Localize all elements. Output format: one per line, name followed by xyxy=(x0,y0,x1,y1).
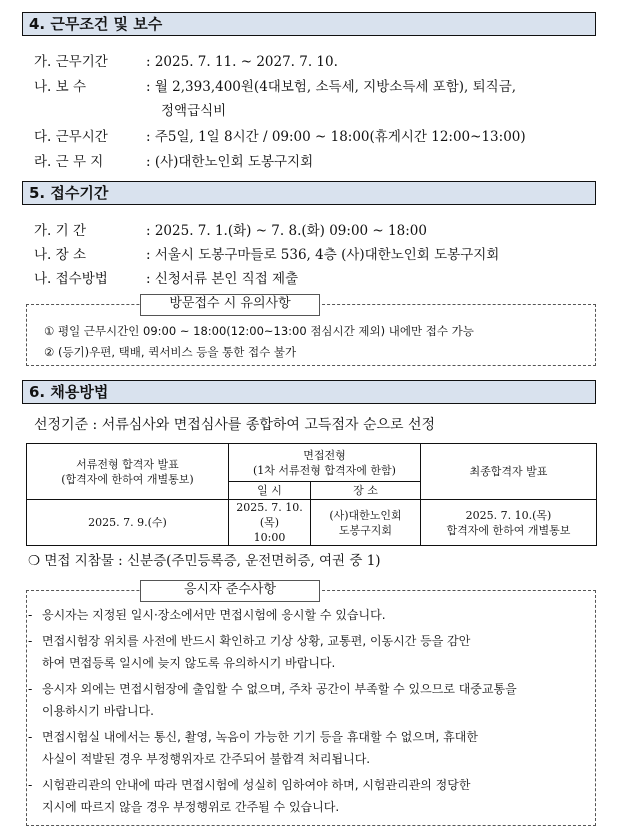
header-line: (1차 서류전형 합격자에 한함) xyxy=(253,463,396,477)
visit-notice-2: ② (등기)우편, 택배, 퀵서비스 등을 통한 접수 불가 xyxy=(44,345,297,359)
row-label: 나. 보 수 xyxy=(34,79,86,95)
row-value: 2025. 7. 1.(화) ~ 7. 8.(화) 09:00 ~ 18:00 xyxy=(154,223,427,239)
row-value: 서울시 도봉구마들로 536, 4층 (사)대한노인회 도봉구지회 xyxy=(154,247,500,263)
selection-criteria: 선정기준 : 서류심사와 면접심사를 종합하여 고득점자 순으로 선정 xyxy=(34,417,436,433)
cell-line: 도봉구지회 xyxy=(338,523,393,537)
header-line: 면접전형 xyxy=(303,448,346,462)
final-result-header: 최종합격자 발표 xyxy=(421,444,597,500)
row-label: 나. 장 소 xyxy=(34,247,86,263)
doc-result-date: 2025. 7. 9.(수) xyxy=(27,500,229,546)
salary-row: 나. 보 수 : 월 2,393,400원(4대보험, 소득세, 지방소득세 포함), 퇴직금, xyxy=(34,75,516,95)
rule-text: 시험관리관의 안내에 따라 면접시험에 성실히 임하여야 하며, 시험관리관의 정당한 xyxy=(42,778,471,792)
rule-text: 면접시험장 위치를 사전에 반드시 확인하고 기상 상황, 교통편, 이동시간 등을 감안 xyxy=(42,634,471,648)
row-label: 라. 근 무 지 xyxy=(34,154,104,170)
cell-line: 2025. 7. 10.(목) xyxy=(465,508,552,522)
rule-text: 응시자는 지정된 일시·장소에서만 면접시험에 응시할 수 있습니다. xyxy=(42,608,386,622)
header-line: 서류전형 합격자 발표 xyxy=(76,457,179,471)
rule-2-cont: 하여 면접등록 일시에 늦지 않도록 유의하시기 바랍니다. xyxy=(42,656,336,670)
rule-5-cont: 지시에 따르지 않을 경우 부정행위로 간주될 수 있습니다. xyxy=(42,800,340,814)
section6-title: 6. 채용방법 xyxy=(22,380,596,404)
cell-line: 합격자에 한하여 개별통보 xyxy=(446,523,571,537)
rule-1: - 응시자는 지정된 일시·장소에서만 면접시험에 응시할 수 있습니다. xyxy=(28,608,386,622)
row-label: 다. 근무시간 xyxy=(34,129,108,145)
row-value: (사)대한노인회 도봉구지회 xyxy=(154,154,314,170)
rule-4: - 면접시험실 내에서는 통신, 촬영, 녹음이 가능한 기기 등을 휴대할 수 없으며, 휴대한 xyxy=(28,730,478,744)
row-label: 가. 기 간 xyxy=(34,223,86,239)
row-label: 나. 접수방법 xyxy=(34,271,108,287)
visit-notice-1: ① 평일 근무시간인 09:00 ~ 18:00(12:00~13:00 점심시간 제외) 내에만 접수 가능 xyxy=(44,324,474,338)
row-value: 신청서류 본인 직접 제출 xyxy=(154,271,299,287)
section5-title: 5. 접수기간 xyxy=(22,181,596,205)
receipt-method-row: 나. 접수방법 : 신청서류 본인 직접 제출 xyxy=(34,267,298,287)
header-line: (합격자에 한하여 개별통보) xyxy=(61,472,194,486)
work-period-row: 가. 근무기간 : 2025. 7. 11. ~ 2027. 7. 10. xyxy=(34,50,338,70)
doc-result-header xyxy=(27,444,229,500)
interview-date-header: 일 시 xyxy=(229,482,311,500)
receipt-period-row: 가. 기 간 : 2025. 7. 1.(화) ~ 7. 8.(화) 09:00 ~ 18:00 xyxy=(34,219,427,239)
cell-line: 2025. 7. 10.(목) xyxy=(236,501,303,529)
interview-date xyxy=(229,500,311,546)
work-hours-row: 다. 근무시간 : 주5일, 1일 8시간 / 09:00 ~ 18:00(휴게시간 12:00~13:00) xyxy=(34,125,526,145)
row-label: 가. 근무기간 xyxy=(34,54,108,70)
receipt-place-row: 나. 장 소 : 서울시 도봉구마들로 536, 4층 (사)대한노인회 도봉구지회 xyxy=(34,243,499,263)
interview-place xyxy=(311,500,421,546)
rule-3-cont: 이용하시기 바랍니다. xyxy=(42,704,154,718)
rules-title: 응시자 준수사항 xyxy=(140,580,320,602)
interview-header xyxy=(229,444,421,482)
section4-title: 4. 근무조건 및 보수 xyxy=(22,12,596,36)
work-place-row: 라. 근 무 지 : (사)대한노인회 도봉구지회 xyxy=(34,150,313,170)
interview-place-header: 장 소 xyxy=(311,482,421,500)
final-result-date xyxy=(421,500,597,546)
rule-2: - 면접시험장 위치를 사전에 반드시 확인하고 기상 상황, 교통편, 이동시간 등을 감안 xyxy=(28,634,471,648)
rule-4-cont: 사실이 적발된 경우 부정행위자로 간주되어 불합격 처리됩니다. xyxy=(42,752,371,766)
rule-5: - 시험관리관의 안내에 따라 면접시험에 성실히 임하여야 하며, 시험관리관의 정당한 xyxy=(28,778,471,792)
schedule-table xyxy=(26,443,597,546)
visit-notice-title: 방문접수 시 유의사항 xyxy=(140,294,320,316)
rule-text: 면접시험실 내에서는 통신, 촬영, 녹음이 가능한 기기 등을 휴대할 수 없으며, 휴대한 xyxy=(42,730,478,744)
rule-3: - 응시자 외에는 면접시험장에 출입할 수 없으며, 주차 공간이 부족할 수 있으므로 대중교통을 xyxy=(28,682,517,696)
salary-row-cont: 정액급식비 xyxy=(161,103,227,119)
row-value: 주5일, 1일 8시간 / 09:00 ~ 18:00(휴게시간 12:00~13:00) xyxy=(154,129,526,145)
row-value: 월 2,393,400원(4대보험, 소득세, 지방소득세 포함), 퇴직금, xyxy=(154,79,517,95)
cell-line: 10:00 xyxy=(253,531,286,544)
cell-line: (사)대한노인회 xyxy=(329,508,402,522)
row-value: 2025. 7. 11. ~ 2027. 7. 10. xyxy=(154,54,338,70)
rule-text: 응시자 외에는 면접시험장에 출입할 수 없으며, 주차 공간이 부족할 수 있으므로 대중교통을 xyxy=(42,682,517,696)
interview-items: ❍ 면접 지참물 : 신분증(주민등록증, 운전면허증, 여권 중 1) xyxy=(28,553,381,569)
